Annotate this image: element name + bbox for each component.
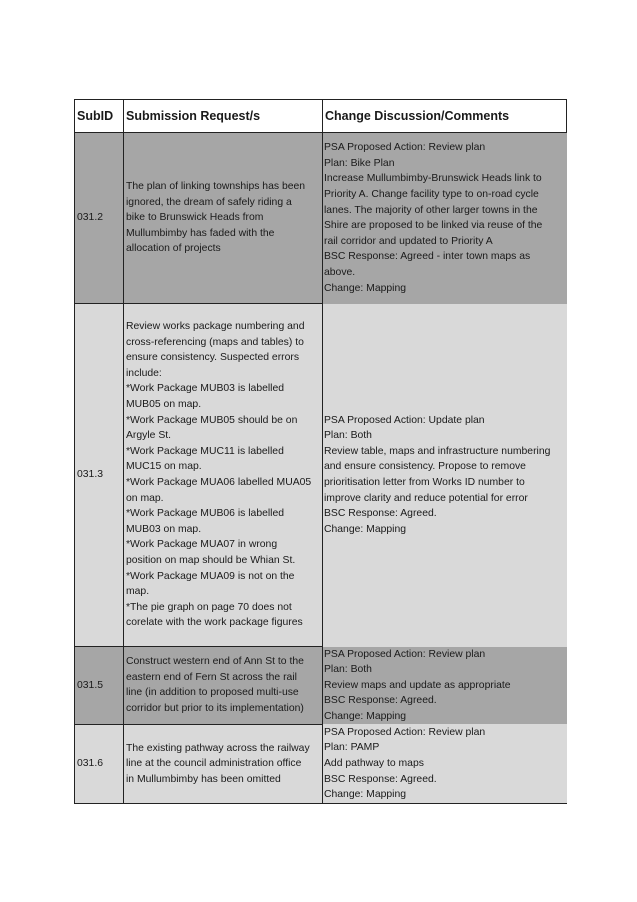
request-line: line at the council administration office [126, 758, 302, 770]
table-row [75, 647, 567, 725]
comment-line: Change: Mapping [324, 282, 407, 294]
comment-line: rail corridor and updated to Priority A [324, 235, 493, 247]
request-line: ensure consistency. Suspected errors [126, 352, 300, 364]
request-line: *Work Package MUA09 is not on the [126, 570, 295, 582]
table-row [75, 304, 567, 647]
request-line: corridor but prior to its implementation) [126, 703, 304, 715]
comment-line: improve clarity and reduce potential for error [324, 492, 528, 504]
comment-line: Change: Mapping [324, 523, 407, 535]
request-line: position on map should be Whian St. [126, 554, 296, 566]
header-row [75, 100, 567, 133]
request-line: ignored, the dream of safely riding a [126, 196, 292, 208]
comment-line: Plan: Both [324, 430, 372, 442]
request-line: eastern end of Fern St across the rail [126, 671, 297, 683]
comment-line: BSC Response: Agreed. [324, 773, 437, 785]
comment-line: Plan: PAMP [324, 742, 380, 754]
comment-line: BSC Response: Agreed. [324, 695, 437, 707]
row-comments [323, 304, 567, 647]
request-line: allocation of projects [126, 243, 221, 255]
row-comments [323, 724, 567, 803]
header-subid: SubID [75, 100, 124, 133]
request-line: *Work Package MUB06 is labelled [126, 508, 285, 520]
comment-line: BSC Response: Agreed - inter town maps as [324, 251, 531, 263]
comment-line: above. [324, 267, 356, 279]
comment-line: Review maps and update as appropriate [324, 679, 511, 691]
request-line: *Work Package MUB05 should be on [126, 414, 298, 426]
request-line: on map. [126, 492, 164, 504]
request-line: *The pie graph on page 70 does not [126, 601, 292, 613]
comment-line: lanes. The majority of other larger towns in the [324, 204, 538, 216]
row-request [124, 304, 323, 647]
request-line: *Work Package MUC11 is labelled [126, 445, 284, 457]
request-line: Review works package numbering and [126, 321, 305, 333]
request-line: cross-referencing (maps and tables) to [126, 336, 304, 348]
comment-line: PSA Proposed Action: Review plan [324, 142, 486, 154]
row-subid: 031.3 [75, 304, 124, 647]
comment-line: Increase Mullumbimby-Brunswick Heads link to [324, 173, 542, 185]
request-line: Construct western end of Ann St to the [126, 656, 304, 668]
comment-line: Shire are proposed to be linked via reuse of the [324, 220, 543, 232]
comment-line: Priority A. Change facility type to on-road cycle [324, 189, 539, 201]
row-comments [323, 133, 567, 304]
comment-line: Plan: Bike Plan [324, 157, 395, 169]
request-line: Mullumbimby has faded with the [126, 227, 275, 239]
comment-line: Change: Mapping [324, 789, 407, 801]
request-line: MUC15 on map. [126, 461, 202, 473]
request-line: include: [126, 367, 162, 379]
row-request [124, 647, 323, 725]
comment-line: prioritisation letter from Works ID number to [324, 477, 525, 488]
request-line: *Work Package MUA06 labelled MUA05 [126, 477, 312, 488]
comment-line: Plan: Both [324, 664, 372, 676]
comment-line: and ensure consistency. Propose to remove [324, 461, 526, 473]
row-subid: 031.6 [75, 724, 124, 803]
request-line: *Work Package MUB03 is labelled [126, 383, 285, 395]
request-line: MUB03 on map. [126, 523, 202, 535]
header-submission-request: Submission Request/s [124, 100, 323, 133]
request-line: map. [126, 586, 150, 598]
table-row [75, 133, 567, 304]
request-line: MUB05 on map. [126, 399, 202, 411]
request-line: bike to Brunswick Heads from [126, 212, 264, 224]
row-subid: 031.5 [75, 647, 124, 725]
row-request [124, 724, 323, 803]
comment-line: Review table, maps and infrastructure numbering [324, 445, 551, 457]
header-change-discussion: Change Discussion/Comments [323, 100, 567, 133]
comment-line: Change: Mapping [324, 710, 407, 722]
row-subid: 031.2 [75, 133, 124, 304]
row-comments [323, 647, 567, 725]
request-line: Argyle St. [126, 430, 172, 442]
request-line: corelate with the work package figures [126, 617, 303, 629]
comment-line: PSA Proposed Action: Review plan [324, 726, 486, 738]
submissions-table [74, 99, 567, 804]
comment-line: BSC Response: Agreed. [324, 508, 437, 520]
request-line: line (in addition to proposed multi-use [126, 687, 299, 699]
comment-line: Add pathway to maps [324, 757, 424, 769]
comment-line: PSA Proposed Action: Review plan [324, 648, 486, 660]
request-line: *Work Package MUA07 in wrong [126, 539, 278, 551]
table-row [75, 724, 567, 803]
row-request [124, 133, 323, 304]
request-line: in Mullumbimby has been omitted [126, 773, 281, 785]
comment-line: PSA Proposed Action: Update plan [324, 414, 485, 426]
request-line: The plan of linking townships has been [126, 181, 306, 193]
request-line: The existing pathway across the railway [126, 742, 310, 754]
